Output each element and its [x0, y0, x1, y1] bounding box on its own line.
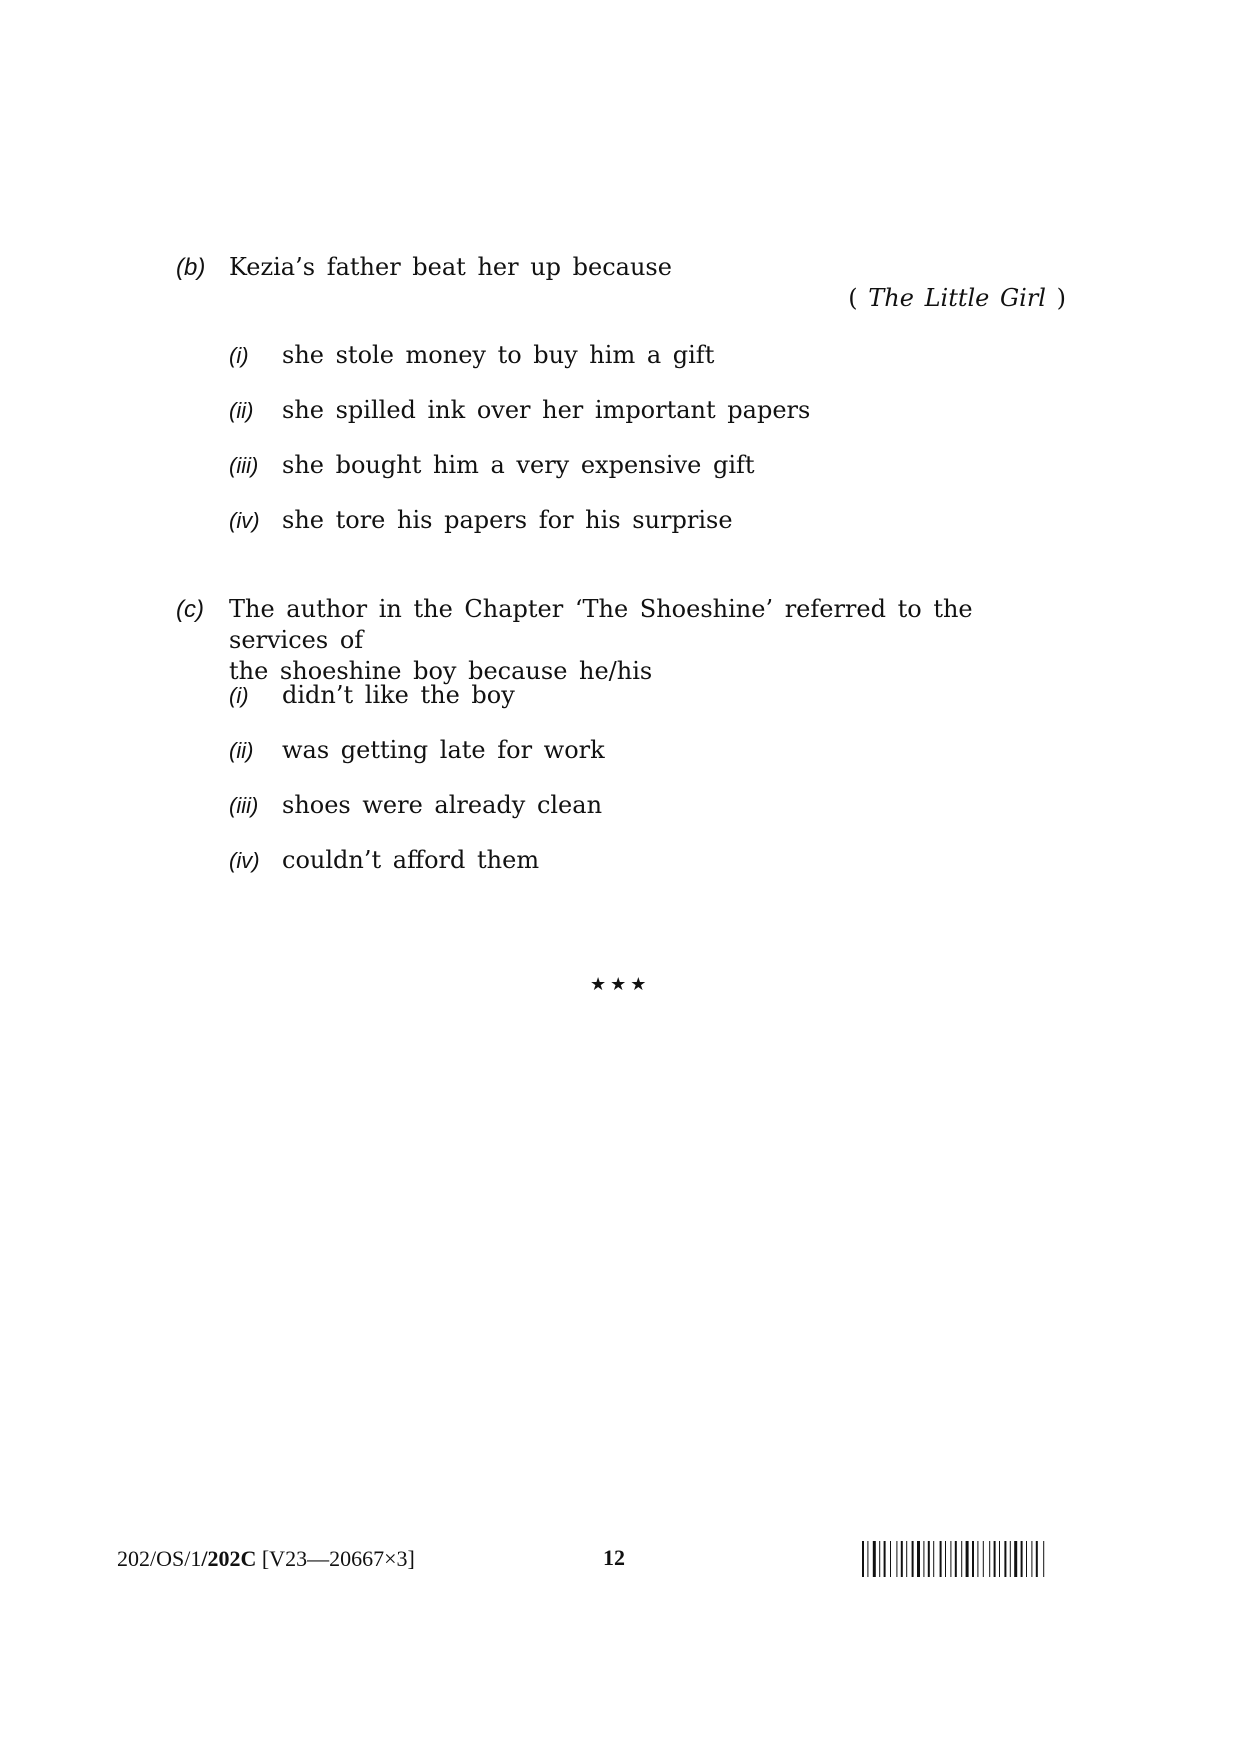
option-label: (iv) — [229, 848, 260, 873]
option-label: (iii) — [229, 793, 259, 818]
option-text: couldn’t afford them — [282, 846, 540, 874]
end-of-paper-stars: ★★★ — [590, 974, 651, 995]
option-text: she stole money to buy him a gift — [282, 341, 715, 369]
option-label: (ii) — [229, 738, 254, 763]
option-text: was getting late for work — [282, 736, 605, 764]
question-text: Kezia’s father beat her up because — [229, 253, 672, 281]
barcode-icon — [862, 1541, 1120, 1577]
page-number: 12 — [603, 1545, 625, 1570]
source-open-paren: ( — [848, 284, 858, 312]
paper-code — [117, 1546, 415, 1572]
question-b — [176, 252, 1066, 312]
question-label: (b) — [176, 254, 206, 281]
paper-code-bold: /202C — [201, 1546, 257, 1571]
question-label: (c) — [176, 596, 204, 623]
option-text: she bought him a very expensive gift — [282, 451, 755, 479]
option-text: shoes were already clean — [282, 791, 603, 819]
source-title: The Little Girl — [868, 284, 1046, 312]
option-label: (i) — [229, 343, 249, 368]
source-close-paren: ) — [1056, 284, 1066, 312]
option-label: (iv) — [229, 508, 260, 533]
question-c — [176, 594, 1066, 687]
option-text: she spilled ink over her important papers — [282, 396, 811, 424]
option-text: didn’t like the boy — [282, 681, 515, 709]
option-label: (i) — [229, 683, 249, 708]
question-text-line2: the shoeshine boy because he/his — [229, 657, 653, 685]
paper-code-prefix: 202/OS/1 — [117, 1546, 202, 1571]
option-text: she tore his papers for his surprise — [282, 506, 733, 534]
option-label: (ii) — [229, 398, 254, 423]
question-source — [848, 283, 1066, 314]
paper-code-suffix: [V23—20667×3] — [256, 1546, 415, 1571]
option-label: (iii) — [229, 453, 259, 478]
question-text-line1: The author in the Chapter ‘The Shoeshine’ referred to the services of — [229, 595, 973, 654]
